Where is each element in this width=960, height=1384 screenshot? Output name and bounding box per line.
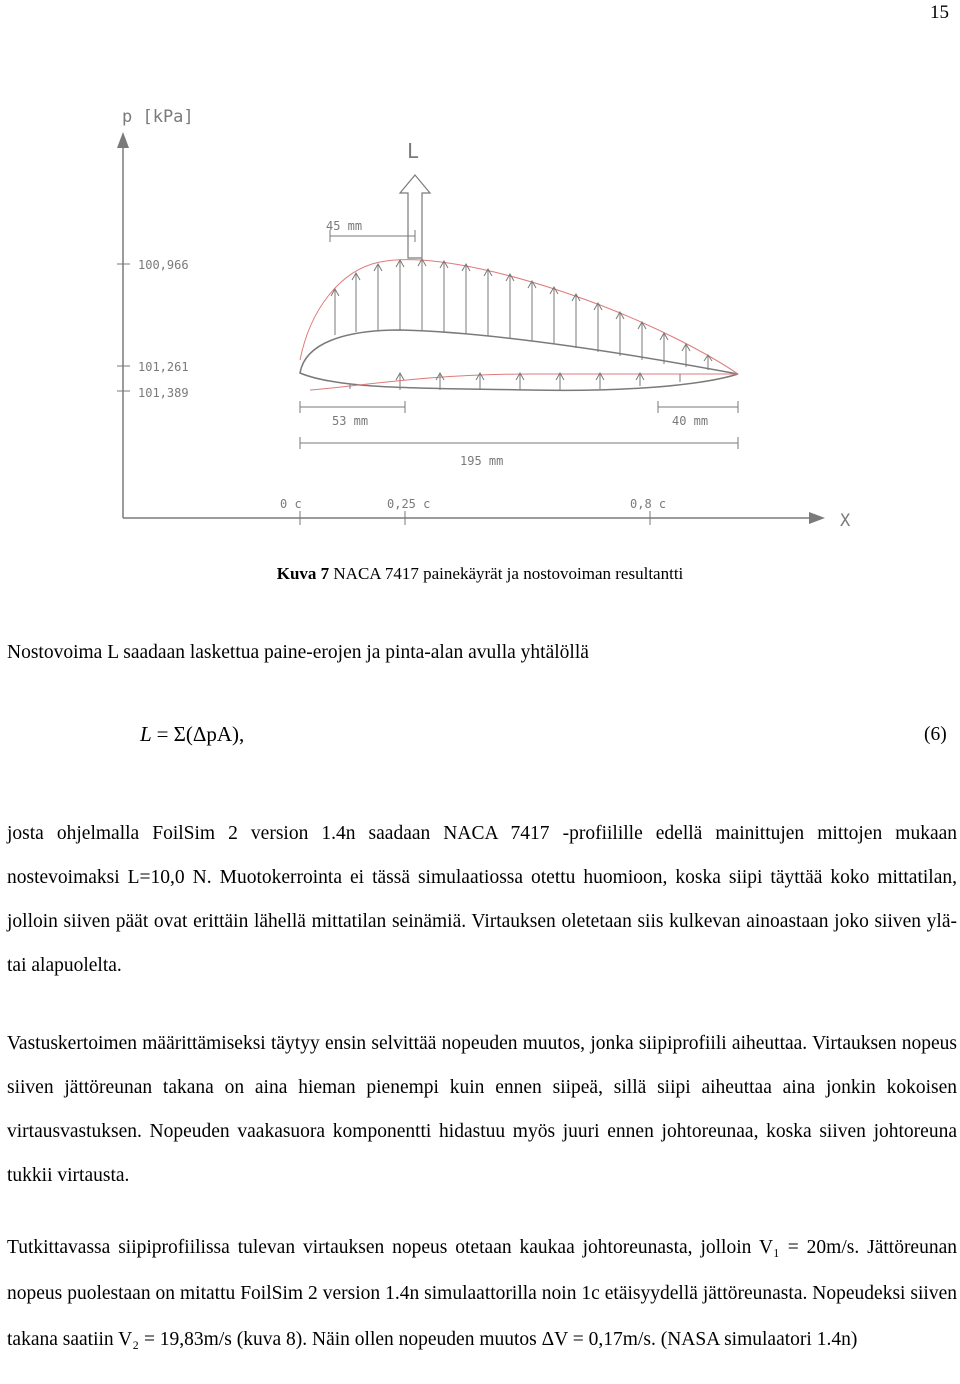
lift-label: L — [407, 139, 420, 163]
caption-label: Kuva 7 — [276, 564, 330, 583]
caption-text: NACA 7417 painekäyrät ja nostovoiman resultantti — [329, 564, 684, 583]
paragraph-2: josta ohjelmalla FoilSim 2 version 1.4n saadaan NACA 7417 -profiilille edellä mainittujen mittojen mukaan nostevoimaksi L=10,0 N. Muotokerrointa ei tässä simulaatiossa otettu huomioon, koska siipi täyttää koko mittatilan, jolloin siiven päät ovat erittäin lähellä mittatilan seinämiä. Virtauksen oletetaan siis kulkevan ainoastaan joko siiven ylä- tai alapuolelta. — [7, 823, 957, 976]
equation-lhs: L — [140, 722, 152, 746]
x-axis-label: X — [840, 511, 851, 531]
lift-arrow — [400, 175, 430, 258]
x-tick-025c: 0,25 c — [387, 497, 431, 511]
upper-pressure-curve — [300, 260, 738, 374]
pressure-diagram-figure — [100, 90, 880, 535]
paragraph-1: Nostovoima L saadaan laskettua paine-erojen ja pinta-alan avulla yhtälöllä — [7, 642, 589, 663]
page-number: 15 — [930, 2, 949, 23]
lower-pressure-curve — [310, 374, 738, 390]
equation-rhs: = Σ(ΔpA), — [156, 722, 245, 746]
paragraph-3: Vastuskertoimen määrittämiseksi täytyy ensin selvittää nopeuden muutos, jonka siipiprofiili aiheuttaa. Virtauksen nopeus siiven jättöreunan takana on aina hieman pienempi kuin ennen siipeä, sillä siipi aiheuttaa aina jonkin kokoisen virtausvastuksen. Nopeuden vaakasuora komponentti hidastuu myös juuri ennen johtoreunaa, koska siiven johtoreuna tukkii virtausta. — [7, 1033, 957, 1186]
airfoil-outline — [300, 330, 738, 390]
dim-left-label: 53 mm — [332, 414, 369, 428]
figure-caption — [0, 564, 960, 584]
pressure-label-2: 101,261 — [138, 360, 189, 374]
y-axis-label: p [kPa] — [122, 107, 194, 127]
paragraph-4: Tutkittavassa siipiprofiilissa tulevan virtauksen nopeus otetaan kaukaa johtoreunasta, jolloin V₁ = 20m/s. Jättöreunan nopeus puolestaan on mitattu FoilSim 2 version 1.4n simulaattorilla noin 1c etäisyydellä jättöreunasta. Nopeudeksi siiven takana saatiin V₂ = 19,83m/s (kuva 8). Näin ollen nopeuden muutos ΔV = 0,17m/s. (NASA simulaatori 1.4n) — [7, 1237, 957, 1350]
equation-6 — [140, 722, 244, 747]
lower-pressure-arrows — [350, 373, 680, 390]
pressure-label-1: 100,966 — [138, 258, 189, 272]
y-axis-arrow — [117, 132, 129, 148]
dim-right-label: 40 mm — [672, 414, 709, 428]
dim-chord-label: 195 mm — [460, 454, 504, 468]
x-axis-arrow — [809, 512, 825, 524]
x-tick-08c: 0,8 c — [630, 497, 667, 511]
dim-top-label: 45 mm — [326, 219, 363, 233]
equation-number: (6) — [924, 724, 947, 745]
upper-pressure-arrows — [331, 259, 712, 370]
x-tick-0c: 0 c — [280, 497, 302, 511]
pressure-label-3: 101,389 — [138, 386, 189, 400]
